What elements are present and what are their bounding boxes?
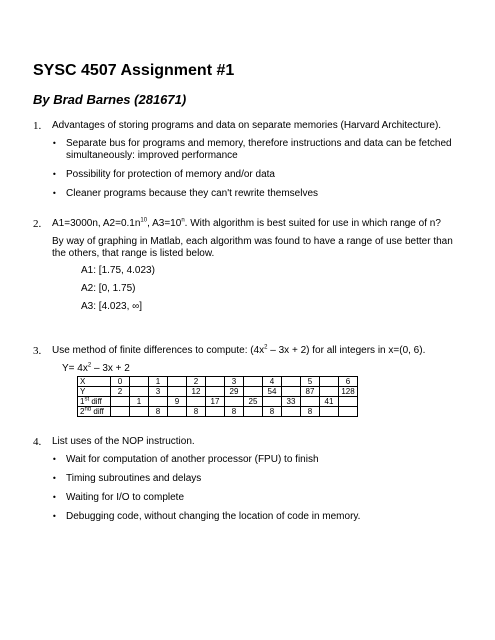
bullet-icon: •: [52, 512, 57, 521]
answer-paragraph: By way of graphing in Matlab, each algorithm was found to have a range of use better than the others, that range is listed below.: [52, 236, 453, 259]
list-item: • Waiting for I/O to complete: [52, 492, 185, 503]
document-title: SYSC 4507 Assignment #1: [33, 62, 235, 79]
list-item: • Timing subroutines and delays: [52, 473, 202, 484]
range-a2: A2: [0, 1.75): [81, 283, 136, 294]
question-text: Advantages of storing programs and data on separate memories (Harvard Architecture).: [52, 120, 442, 131]
question-1: [33, 120, 463, 207]
table-row-x: X 0 1 2 3 4 5 6: [78, 377, 358, 387]
formula: $Y= 4x^2 - 3x + 2$: [62, 362, 130, 374]
list-item: • Separate bus for programs and memory, therefore instructions and data can be fetched simultaneously: improved performance: [52, 138, 452, 161]
question-2: [33, 218, 463, 319]
question-4: [33, 436, 463, 530]
list-item: • Wait for computation of another processor (FPU) to finish: [52, 454, 319, 465]
question-text: List uses of the NOP instruction.: [52, 436, 195, 447]
bullet-icon: •: [52, 189, 57, 198]
question-number: 2.: [33, 218, 42, 230]
question-3: [33, 345, 463, 417]
range-list: [81, 265, 463, 313]
finite-difference-table: [77, 376, 358, 417]
range-a1: A1: [1.75, 4.023): [81, 265, 155, 276]
table-row-y: Y 2 3 12 29 54 87 128: [78, 387, 358, 397]
table-row-first-diff: 1st diff 1 9 17 25 33 41: [78, 397, 358, 407]
bullet-icon: •: [52, 493, 57, 502]
list-item: • Debugging code, without changing the location of code in memory.: [52, 511, 361, 522]
bullet-icon: •: [52, 455, 57, 464]
list-item: • Cleaner programs because they can't rewrite themselves: [52, 188, 319, 199]
table-row-second-diff: 2nd diff 8 8 8 8 8: [78, 407, 358, 417]
author-line: By Brad Barnes (281671): [33, 92, 187, 107]
question-number: 4.: [33, 436, 42, 448]
question-number: 1.: [33, 120, 42, 132]
list-item: • Possibility for protection of memory and/or data: [52, 169, 275, 180]
question-number: 3.: [33, 345, 42, 357]
question-text: A1=3000n, $A2=0.1n^{10}$, $A3=10^n$. With algorithm is best suited for use in which range of n?: [52, 217, 441, 229]
bullet-icon: •: [52, 139, 57, 148]
question-text: Use method of finite differences to compute: $(4x^2 - 3x + 2)$ for all integers in x=(0, 6).: [52, 344, 426, 356]
answer-list: [52, 138, 463, 200]
bullet-icon: •: [52, 474, 57, 483]
answer-list: [52, 454, 463, 523]
bullet-icon: •: [52, 170, 57, 179]
range-a3: A3: [4.023, ∞]: [81, 301, 143, 312]
